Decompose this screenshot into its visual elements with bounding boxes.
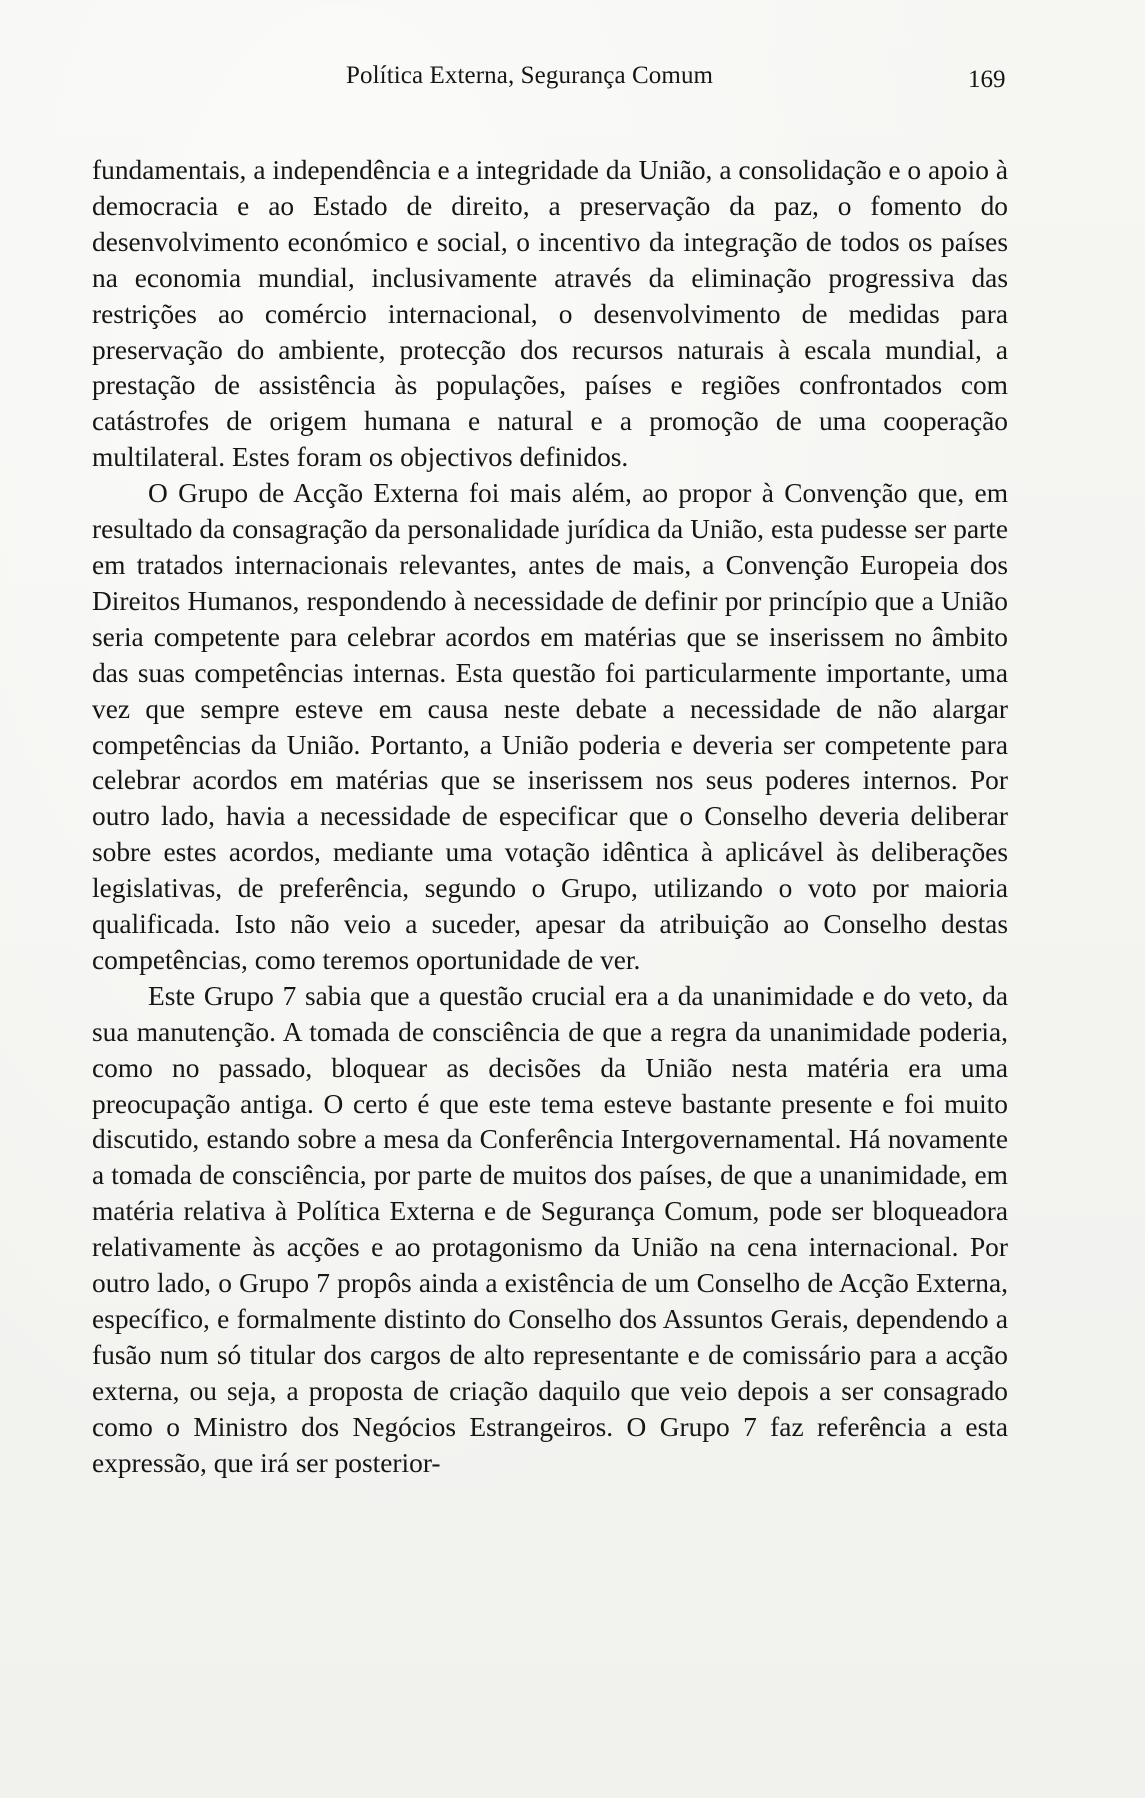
- running-title: Política Externa, Segurança Comum: [346, 62, 714, 89]
- paragraph-3: Este Grupo 7 sabia que a questão crucial era a da unanimidade e do veto, da sua manutenção. A tomada de consciência de que a regra da unanimidade poderia, como no passado, bloquear as decisões da União nesta matéria era uma preocupação antiga. O certo é que este tema esteve bastante presente e foi muito discutido, estando sobre a mesa da Conferência Intergovernamental. Há novamente a tomada de consciência, por parte de muitos dos países, de que a unanimidade, em matéria relativa à Política Externa e de Segurança Comum, pode ser bloqueadora relativamente às acções e ao protagonismo da União na cena internacional. Por outro lado, o Grupo 7 propôs ainda a existência de um Conselho de Acção Externa, específico, e formalmente distinto do Conselho dos Assuntos Gerais, dependendo a fusão num só titular dos cargos de alto representante e de comissário para a acção externa, ou seja, a proposta de criação daquilo que veio depois a ser consagrado como o Ministro dos Negócios Estrangeiros. O Grupo 7 faz referência a esta expressão, que irá ser posterior-: [92, 980, 1008, 1478]
- page-number: 169: [968, 66, 1006, 93]
- body-text: [92, 153, 1008, 1482]
- paragraph-1: fundamentais, a independência e a integridade da União, a consolidação e o apoio à democracia e ao Estado de direito, a preservação da paz, o fomento do desenvolvimento económico e social, o incentivo da integração de todos os países na economia mundial, inclusivamente através da eliminação progressiva das restrições ao comércio internacional, o desenvolvimento de medidas para preservação do ambiente, protecção dos recursos naturais à escala mundial, a prestação de assistência às populações, países e regiões confrontados com catástrofes de origem humana e natural e a promoção de uma cooperação multilateral. Estes foram os objectivos definidos.: [92, 155, 1008, 473]
- paragraph-2: O Grupo de Acção Externa foi mais além, ao propor à Convenção que, em resultado da consagração da personalidade jurídica da União, esta pudesse ser parte em tratados internacionais relevantes, antes de mais, a Convenção Europeia dos Direitos Humanos, respondendo à necessidade de definir por princípio que a União seria competente para celebrar acordos em matérias que se inserissem no âmbito das suas competências internas. Esta questão foi particularmente importante, uma vez que sempre esteve em causa neste debate a necessidade de não alargar competências da União. Portanto, a União poderia e deveria ser competente para celebrar acordos em matérias que se inserissem nos seus poderes internos. Por outro lado, havia a necessidade de especificar que o Conselho deveria deliberar sobre estes acordos, mediante uma votação idêntica à aplicável às deliberações legislativas, de preferência, segundo o Grupo, utilizando o voto por maioria qualificada. Isto não veio a suceder, apesar da atribuição ao Conselho destas competências, como teremos oportunidade de ver.: [92, 478, 1008, 975]
